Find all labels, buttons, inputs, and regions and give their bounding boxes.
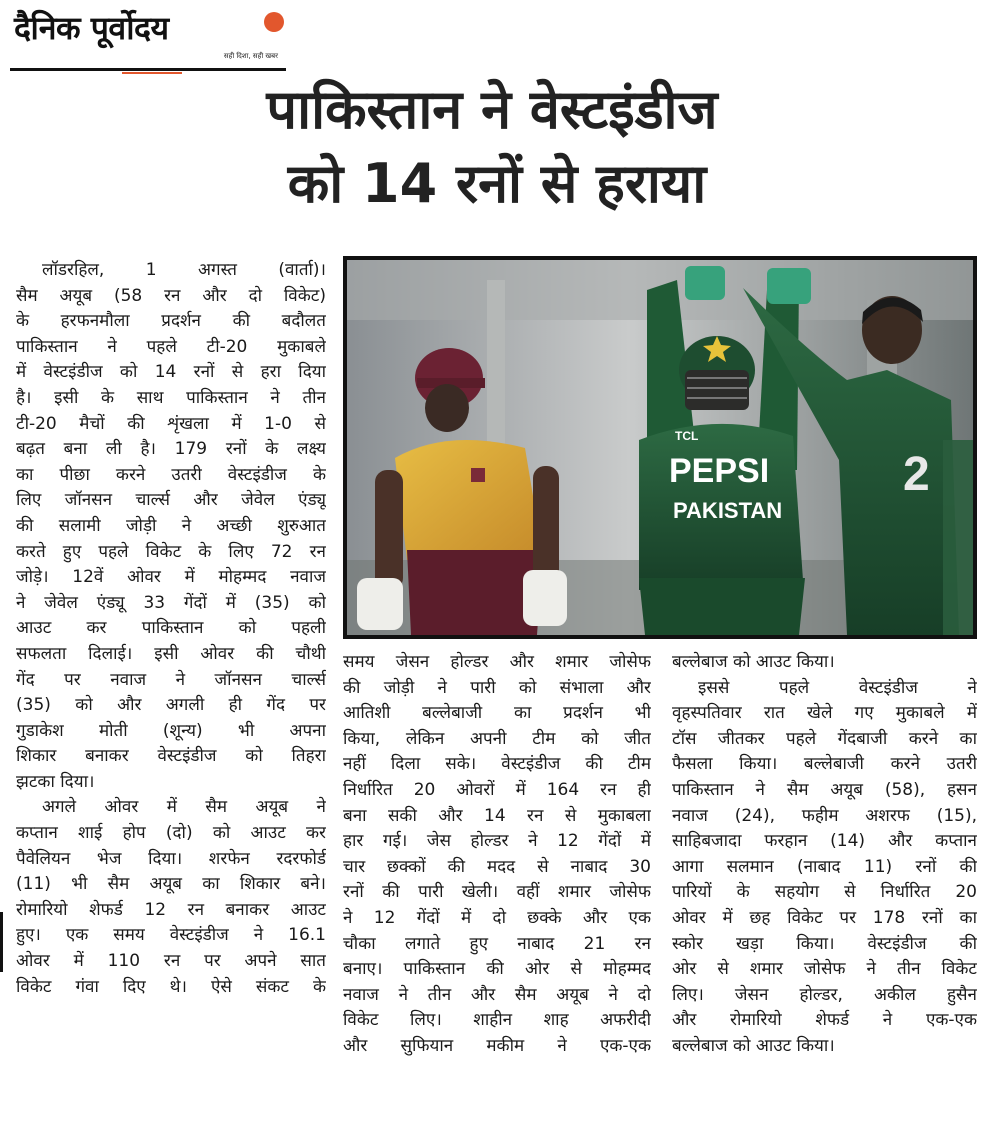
article-line: लिए जॉनसन चार्ल्स और जेवेल एंड्यू [16,490,326,511]
article-line: हुए। एक समय वेस्टइंडीज ने 16.1 [16,925,326,946]
jersey-sponsor-text: PEPSI [669,452,770,490]
article-line: सैम अयूब (58 रन और दो विकेट) [16,285,326,306]
article-line: किया, लेकिन अपनी टीम को जीत [343,728,651,749]
article-line: सफलता दिलाई। इसी ओवर की चौथी [16,643,326,664]
jersey-number-text: 2 [903,448,930,501]
article-line: शिकार बनाकर वेस्टइंडीज को तिहरा [16,746,326,767]
article-line: के हरफनमौला प्रदर्शन की बदौलत [16,311,326,332]
newspaper-tagline: सही दिशा, सही खबर [223,52,278,60]
masthead-accent-rule [122,72,182,74]
article-line: समय जेसन होल्डर और शमार जोसेफ [343,652,651,672]
article-line: की सलामी जोड़ी ने अच्छी शुरुआत [16,515,326,536]
article-line: बना सकी और 14 रन से मुकाबला [343,805,651,826]
cricket-celebration-photo [347,260,973,635]
article-line: बल्लेबाज को आउट किया। [672,1035,835,1056]
article-line: पाकिस्तान ने सैम अयूब (58), हसन [672,779,977,800]
newspaper-name: दैनिक पूर्वोदय [14,9,169,47]
article-line: कप्तान शाई होप (दो) को आउट कर [16,823,326,844]
article-line: अगले ओवर में सैम अयूब ने [42,797,326,818]
article-line: टी-20 मैचों की शृंखला में 1-0 से [16,413,326,434]
article-line: की जोड़ी ने पारी को संभाला और [343,677,651,698]
article-line: रोमारियो शेफर्ड 12 रन बनाकर आउट [16,899,326,920]
headline-line-1: पाकिस्तान ने वेस्टइंडीज [266,78,718,141]
article-line: चौका लगाते हुए नाबाद 21 रन [343,933,651,954]
article-column-2 [343,650,651,1060]
article-line: हार गई। जेस होल्डर ने 12 गेंदों में [343,831,651,852]
article-line: साहिबजादा फरहान (14) और कप्तान [672,831,977,852]
article-line: आगा सलमान (नाबाद 11) रनों की [672,856,977,877]
article-line: विकेट लिए। शाहीन शाह अफरीदी [343,1010,651,1031]
article-line: लिए। जेसन होल्डर, अकील हुसैन [672,984,977,1005]
article-line: इससे पहले वेस्टइंडीज ने [698,677,977,698]
article-line: करते हुए पहले विकेट के लिए 72 रन [16,541,326,562]
article-line: पैवेलियन भेज दिया। शरफेन रदरफोर्ड [16,848,326,869]
article-line: बल्लेबाज को आउट किया। [672,652,835,672]
article-line: लॉडरहिल, 1 अगस्त (वार्ता)। [42,260,326,280]
headline-line-2: को 14 रनों से हराया [287,152,707,215]
jersey-country-text: PAKISTAN [673,498,783,523]
article-line: (11) भी सैम अयूब का शिकार बने। [16,874,326,895]
article-line: चार छक्कों की मदद से नाबाद 30 [343,856,651,877]
article-line: आतिशी बल्लेबाजी का प्रदर्शन भी [343,703,651,724]
article-line: नवाज (24), फहीम अशरफ (15), [672,805,977,826]
article-line: जोड़े। 12वें ओवर में मोहम्मद नवाज [16,567,326,588]
article-line: स्कोर खड़ा किया। वेस्टइंडीज की [672,933,977,954]
article-line: झटका दिया। [16,771,95,792]
article-line: पाकिस्तान ने पहले टी-20 मुकाबले [16,336,326,357]
news-photo [343,256,977,639]
masthead [10,4,286,74]
article-line: आउट कर पाकिस्तान को पहली [16,618,326,639]
jersey-brand-text: TCL [675,429,699,443]
article-line: बढ़त बना ली है। 179 रनों के लक्ष्य [16,439,326,460]
headline [0,78,984,226]
article-line: ओवर में 110 रन पर अपने सात [16,951,326,972]
article-line: निर्धारित 20 ओवरों में 164 रन ही [343,779,651,800]
article-line: का पीछा करने उतरी वेस्टइंडीज के [16,464,326,485]
article-line: ने 12 गेंदों में दो छक्के और एक [343,907,651,928]
article-line: ने जेवेल एंड्यू 33 गेंदों में (35) को [16,592,326,613]
article-line: ओवर में छह विकेट पर 178 रनों का [672,907,977,928]
article-line: (35) को और अगली ही गेंद पर [16,695,326,716]
article-line: पारियों के सहयोग से निर्धारित 20 [672,882,977,903]
article-line: गेंद पर नवाज ने जॉनसन चार्ल्स [16,669,326,690]
article-line: गुडाकेश मोती (शून्य) भी अपना [16,720,326,741]
masthead-logo-dot [264,12,284,32]
article-line: नवाज ने तीन और सैम अयूब ने दो [343,984,651,1005]
article-line: वृहस्पतिवार रात खेले गए मुकाबले में [672,703,977,724]
article-line: में वेस्टइंडीज को 14 रनों से हरा दिया [16,362,326,383]
article-line: और रोमारियो शेफर्ड ने एक-एक [672,1010,977,1031]
column-margin-mark [0,912,3,972]
article-line: बनाए। पाकिस्तान की ओर से मोहम्मद [343,959,651,980]
article-line: और सुफियान मकीम ने एक-एक [343,1035,651,1056]
article-line: रनों की पारी खेली। वहीं शमार जोसेफ [343,882,651,903]
article-line: है। इसी के साथ पाकिस्तान ने तीन [16,387,326,408]
article-line: नहीं दिला सके। वेस्टइंडीज की टीम [343,754,651,775]
article-line: फैसला किया। बल्लेबाजी करने उतरी [672,754,977,775]
article-line: ओर से शमार जोसेफ ने तीन विकेट [672,959,977,980]
masthead-rule [10,68,286,71]
article-column-3 [672,650,977,1060]
article-line: टॉस जीतकर पहले गेंदबाजी करने का [672,728,977,749]
article-line: विकेट गंवा दिए थे। ऐसे संकट के [16,976,326,997]
article-column-1 [16,258,326,1000]
